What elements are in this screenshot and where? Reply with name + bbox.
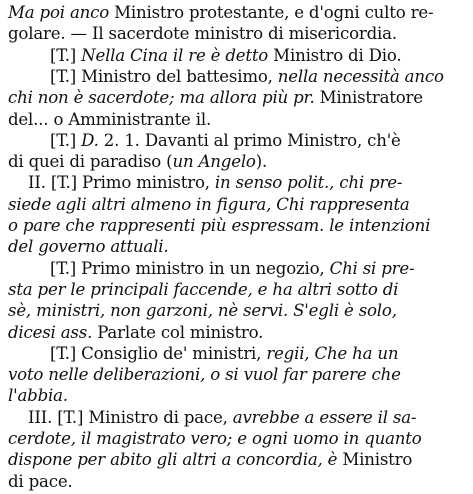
text-line xyxy=(50,258,414,279)
italic-text: Nella Cina il re è detto xyxy=(81,45,269,65)
italic-text: siede agli altri almeno in figura, Chi rappresenta xyxy=(8,194,410,214)
roman-text: [T.] xyxy=(50,45,82,65)
italic-text: nella necessità anco xyxy=(277,66,444,86)
text-line xyxy=(8,215,430,236)
italic-text: del governo attuali. xyxy=(8,237,169,257)
roman-text: Ministro xyxy=(337,450,413,470)
italic-text: cerdote, il magistrato vero; e ogni uomo in quanto xyxy=(8,429,422,448)
dictionary-page xyxy=(6,0,468,494)
roman-text: 2. 1. Davanti al primo Ministro, ch'è xyxy=(98,130,401,150)
roman-text: del... o Amministrante il. xyxy=(8,109,212,129)
text-line xyxy=(8,449,412,470)
text-line xyxy=(8,151,267,172)
italic-text: o pare che rappresenti più espressam. le intenzioni xyxy=(8,216,431,235)
text-line xyxy=(50,45,401,66)
italic-text: un Angelo xyxy=(172,152,256,172)
text-line xyxy=(28,407,416,428)
roman-text: golare. — Il sacerdote ministro di misericordia. xyxy=(8,24,397,44)
roman-text: Ministro di Dio. xyxy=(268,45,402,65)
italic-text: sè, ministri, non garzoni, nè servi. S'egli è solo, xyxy=(8,301,397,321)
roman-text: di pace. xyxy=(8,471,73,491)
roman-text: II. [T.] Primo ministro, xyxy=(28,173,215,193)
italic-text: dicesi ass. xyxy=(8,322,93,342)
italic-text: Ma poi anco xyxy=(8,3,110,22)
roman-text: Ministro protestante, e d'ogni culto re- xyxy=(109,3,434,22)
text-line xyxy=(8,279,398,300)
italic-text: sta per le principali faccende, e ha altri sotto di xyxy=(8,279,399,299)
text-line xyxy=(8,428,422,449)
text-line xyxy=(8,385,68,406)
text-line xyxy=(50,343,398,364)
text-line xyxy=(8,23,397,44)
italic-text: in senso polit., chi pre- xyxy=(214,173,403,193)
roman-text: Ministratore xyxy=(314,88,423,108)
italic-text: Chi si pre- xyxy=(329,258,415,278)
italic-text: chi non è sacerdote; ma allora più pr. xyxy=(8,88,315,108)
roman-text: Parlate col ministro. xyxy=(92,322,264,342)
text-line xyxy=(8,109,211,130)
italic-text: dispone per abito gli altri a concordia, è xyxy=(8,450,338,470)
roman-text: di quei di paradiso ( xyxy=(8,152,173,172)
roman-text: III. [T.] Ministro di pace, xyxy=(28,407,233,427)
text-line xyxy=(8,300,397,321)
text-line xyxy=(8,364,401,385)
roman-text: [T.] Ministro del battesimo, xyxy=(50,66,278,86)
text-line xyxy=(50,66,444,87)
text-line xyxy=(28,172,402,193)
text-line xyxy=(8,194,410,215)
italic-text: l'abbia. xyxy=(8,386,68,406)
roman-text: [T.] xyxy=(50,130,82,150)
text-line xyxy=(8,87,423,108)
text-line xyxy=(8,236,168,257)
text-line xyxy=(8,2,433,23)
text-line xyxy=(50,130,401,151)
roman-text: ). xyxy=(255,152,268,172)
text-line xyxy=(8,471,73,492)
italic-text: avrebbe a essere il sa- xyxy=(232,407,417,427)
italic-text: voto nelle deliberazioni, o si vuol far parere che xyxy=(8,365,401,385)
roman-text: [T.] Consiglio de' ministri, xyxy=(50,343,267,363)
italic-text: D. xyxy=(81,130,99,150)
text-line xyxy=(8,322,263,343)
roman-text: [T.] Primo ministro in un negozio, xyxy=(50,258,330,278)
italic-text: regii, Che ha un xyxy=(266,343,399,363)
